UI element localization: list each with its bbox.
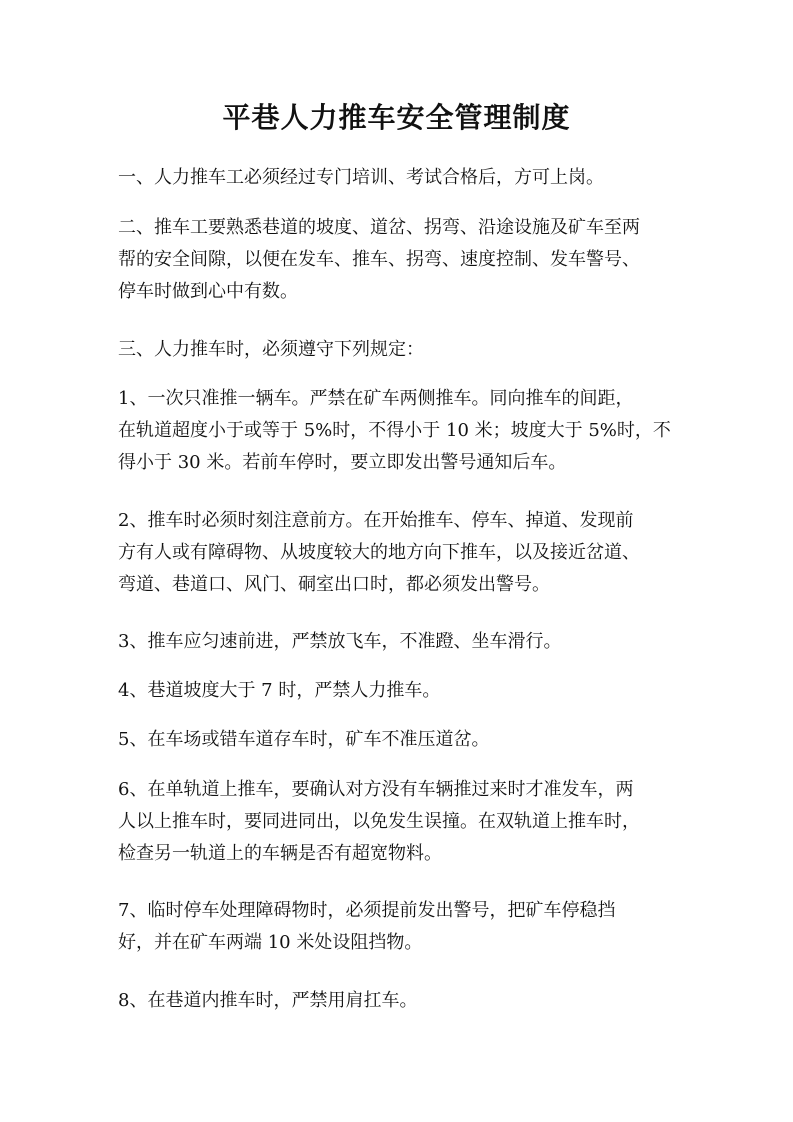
paragraph-line: 6、在单轨道上推车，要确认对方没有车辆推过来时才准发车，两: [118, 779, 634, 800]
paragraph-line: 在轨道超度小于或等于 5%时，不得小于 10 米；坡度大于 5%时，不: [118, 420, 671, 441]
paragraph-line: 5、在车场或错车道存车时，矿车不准压道岔。: [118, 729, 490, 750]
paragraph-line: 三、人力推车时，必须遵守下列规定：: [118, 339, 424, 360]
paragraph-line: 得小于 30 米。若前车停时，要立即发出警号通知后车。: [118, 452, 567, 473]
paragraph-rule-2: [118, 212, 678, 308]
paragraph-item-4: [118, 675, 678, 707]
paragraph-line: 4、巷道坡度大于 7 时，严禁人力推车。: [118, 680, 441, 701]
paragraph-rule-1: [118, 162, 678, 194]
paragraph-line: 好，并在矿车两端 10 米处设阻挡物。: [118, 932, 423, 953]
paragraph-line: 8、在巷道内推车时，严禁用肩扛车。: [118, 990, 418, 1011]
paragraph-item-3: [118, 626, 678, 658]
paragraph-item-6: [118, 774, 678, 870]
paragraph-item-7: [118, 895, 678, 959]
paragraph-line: 人以上推车时，要同进同出，以免发生误撞。在双轨道上推车时，: [118, 811, 640, 832]
paragraph-item-1: [118, 383, 678, 479]
paragraph-line: 7、临时停车处理障碍物时，必须提前发出警号，把矿车停稳挡: [118, 900, 616, 921]
paragraph-line: 一、人力推车工必须经过专门培训、考试合格后，方可上岗。: [118, 167, 604, 188]
paragraph-line: 帮的安全间隙，以便在发车、推车、拐弯、速度控制、发车警号、: [118, 249, 640, 270]
paragraph-item-2: [118, 505, 678, 601]
paragraph-line: 二、推车工要熟悉巷道的坡度、道岔、拐弯、沿途设施及矿车至两: [118, 217, 640, 238]
paragraph-line: 2、推车时必须时刻注意前方。在开始推车、停车、掉道、发现前: [118, 510, 634, 531]
paragraph-item-8: [118, 985, 678, 1017]
paragraph-rule-3: [118, 334, 678, 366]
paragraph-item-5: [118, 724, 678, 756]
paragraph-line: 方有人或有障碍物、从坡度较大的地方向下推车，以及接近岔道、: [118, 542, 640, 563]
document-title: 平巷人力推车安全管理制度: [222, 101, 571, 134]
paragraph-line: 1、一次只准推一辆车。严禁在矿车两侧推车。同向推车的间距，: [118, 388, 634, 409]
paragraph-line: 3、推车应匀速前进，严禁放飞车，不准蹬、坐车滑行。: [118, 631, 562, 652]
paragraph-line: 弯道、巷道口、风门、硐室出口时，都必须发出警号。: [118, 574, 550, 595]
paragraph-line: 停车时做到心中有数。: [118, 281, 298, 302]
paragraph-line: 检查另一轨道上的车辆是否有超宽物料。: [118, 843, 442, 864]
